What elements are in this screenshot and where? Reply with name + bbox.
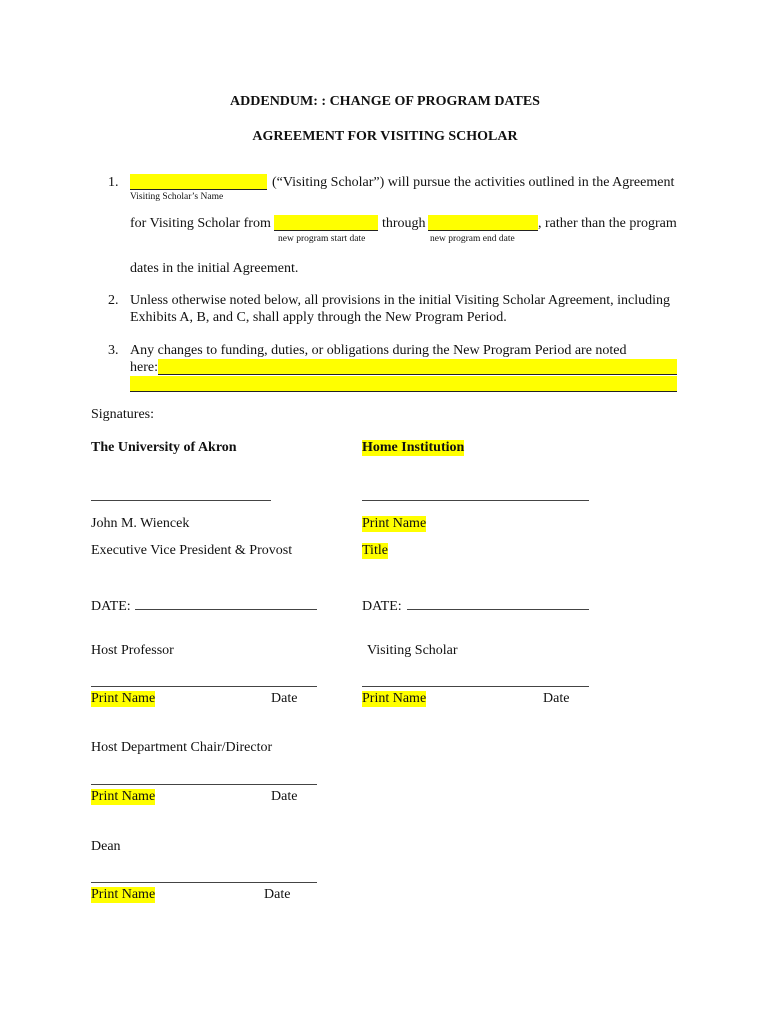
item-1-text-d: , rather than the program (538, 216, 677, 231)
item-1-text-c: through (382, 216, 426, 231)
host-professor-print-name: Print Name (91, 691, 156, 706)
home-institution-signature-line[interactable] (362, 500, 589, 501)
changes-notes-field-line-1[interactable] (158, 359, 677, 375)
item-3-line-1: Any changes to funding, duties, or obligations during the New Program Period are noted (130, 343, 627, 358)
visiting-scholar-signature-line[interactable] (362, 686, 589, 687)
item-2-number: 2. (108, 293, 119, 308)
host-professor-label: Host Professor (91, 643, 174, 658)
end-date-caption: new program end date (430, 234, 515, 244)
visiting-scholar-print-name: Print Name (362, 691, 427, 706)
home-institution-print-name: Print Name (362, 516, 427, 531)
home-institution-heading: Home Institution (362, 440, 465, 455)
dept-chair-print-name: Print Name (91, 789, 156, 804)
akron-date-label: DATE: (91, 599, 131, 614)
dean-label: Dean (91, 839, 121, 854)
item-3-number: 3. (108, 343, 119, 358)
item-2-line-1: Unless otherwise noted below, all provisions in the initial Visiting Scholar Agreement, including (130, 293, 671, 308)
item-1-text-b: for Visiting Scholar from (130, 216, 271, 231)
dept-chair-signature-line[interactable] (91, 784, 317, 785)
item-1-text-e: dates in the initial Agreement. (130, 261, 299, 276)
document-title: ADDENDUM: : CHANGE OF PROGRAM DATES (230, 94, 540, 109)
signatures-heading: Signatures: (91, 407, 154, 422)
dept-chair-date-label: Date (271, 789, 298, 804)
akron-date-line[interactable] (135, 609, 317, 610)
akron-signature-line[interactable] (91, 500, 271, 501)
document-subtitle: AGREEMENT FOR VISITING SCHOLAR (252, 129, 518, 144)
visiting-scholar-date-label: Date (543, 691, 570, 706)
home-institution-date-label: DATE: (362, 599, 402, 614)
home-institution-title: Title (362, 543, 388, 558)
dean-signature-line[interactable] (91, 882, 317, 883)
item-1-number: 1. (108, 175, 119, 190)
akron-signer-name: John M. Wiencek (91, 516, 190, 531)
visiting-scholar-label: Visiting Scholar (367, 643, 458, 658)
host-professor-date-label: Date (271, 691, 298, 706)
host-professor-signature-line[interactable] (91, 686, 317, 687)
changes-notes-field-line-2[interactable] (130, 376, 677, 392)
item-2-line-2: Exhibits A, B, and C, shall apply through the New Program Period. (130, 310, 507, 325)
new-program-start-date-field[interactable] (274, 215, 378, 231)
akron-signer-title: Executive Vice President & Provost (91, 543, 293, 558)
home-institution-date-line[interactable] (407, 609, 589, 610)
item-1-text-a: (“Visiting Scholar”) will pursue the activities outlined in the Agreement (272, 175, 675, 190)
start-date-caption: new program start date (278, 234, 366, 244)
dean-date-label: Date (264, 887, 291, 902)
dean-print-name: Print Name (91, 887, 156, 902)
visiting-scholar-name-field[interactable] (130, 174, 267, 190)
new-program-end-date-field[interactable] (428, 215, 538, 231)
dept-chair-label: Host Department Chair/Director (91, 740, 273, 755)
item-3-here-label: here: (130, 360, 158, 375)
visiting-scholar-name-caption: Visiting Scholar’s Name (130, 192, 224, 202)
university-of-akron-heading: The University of Akron (91, 440, 237, 455)
